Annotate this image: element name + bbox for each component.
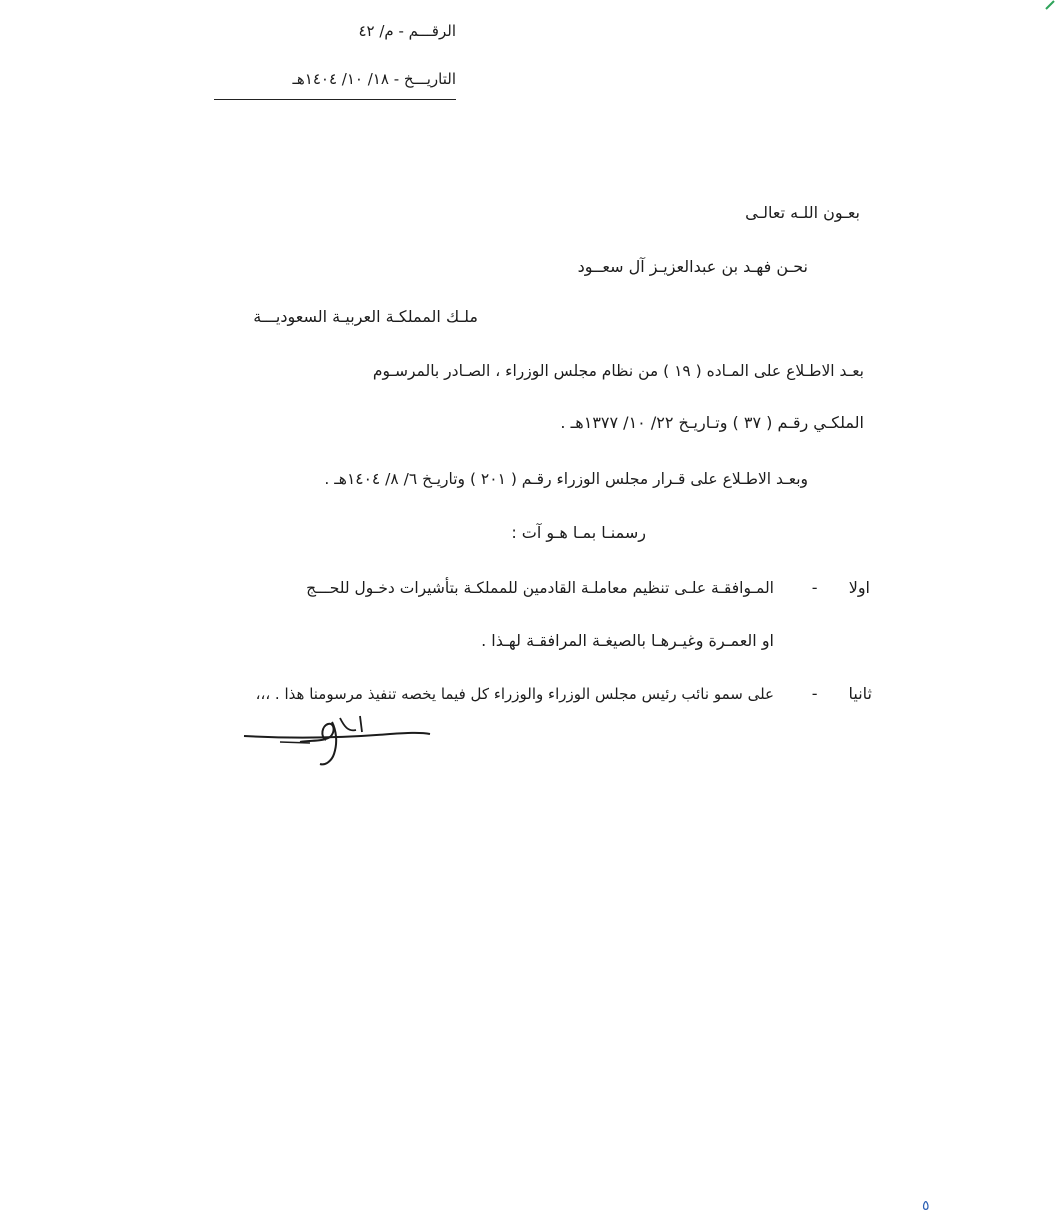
paragraph-2: وبعـد الاطـلاع على قـرار مجلس الوزراء رقـم ( ٢٠١ ) وتاريـخ ٦/ ٨/ ١٤٠٤هـ . <box>324 470 808 488</box>
document-date: التاريـــخ - ١٨/ ١٠/ ١٤٠٤هـ <box>292 70 456 88</box>
signature-icon <box>240 712 436 770</box>
item-1-line-2: او العمـرة وغيـرهـا بالصيغـة المرافقـة لهـذا . <box>481 631 774 650</box>
item-2-label: ثانيا <box>848 684 872 703</box>
item-2-dash: - <box>811 684 818 703</box>
decree-intro: رسمنـا بمـا هـو آت : <box>511 523 646 542</box>
paragraph-1-line-1: بعـد الاطـلاع على المـاده ( ١٩ ) من نظام مجلس الوزراء ، الصـادر بالمرسـوم <box>372 362 864 380</box>
page-number: ٥ <box>922 1198 930 1214</box>
paragraph-1-line-2: الملكـي رقـم ( ٣٧ ) وتـاريـخ ٢٢/ ١٠/ ١٣٧٧هـ . <box>560 413 864 432</box>
item-1-dash: - <box>811 578 818 597</box>
item-1-line-1: المـوافقـة علـى تنظيم معاملـة القادمين للمملكـة بتأشيرات دخـول للحـــج <box>306 579 774 597</box>
king-name: نحـن فهـد بن عبدالعزيـز آل سعــود <box>577 257 808 276</box>
green-pen-mark-icon <box>1044 0 1056 10</box>
item-1-label: اولا <box>848 578 870 597</box>
invocation: بعـون اللـه تعالـى <box>745 203 860 222</box>
king-title: ملـك المملكـة العربيـة السعوديـــة <box>253 307 478 326</box>
reference-number: الرقـــم - م/ ٤٢ <box>358 22 456 40</box>
item-2-text: على سمو نائب رئيس مجلس الوزراء والوزراء كل فيما يخصه تنفيذ مرسومنا هذا . ،،، <box>255 685 774 703</box>
header-rule <box>214 99 456 100</box>
